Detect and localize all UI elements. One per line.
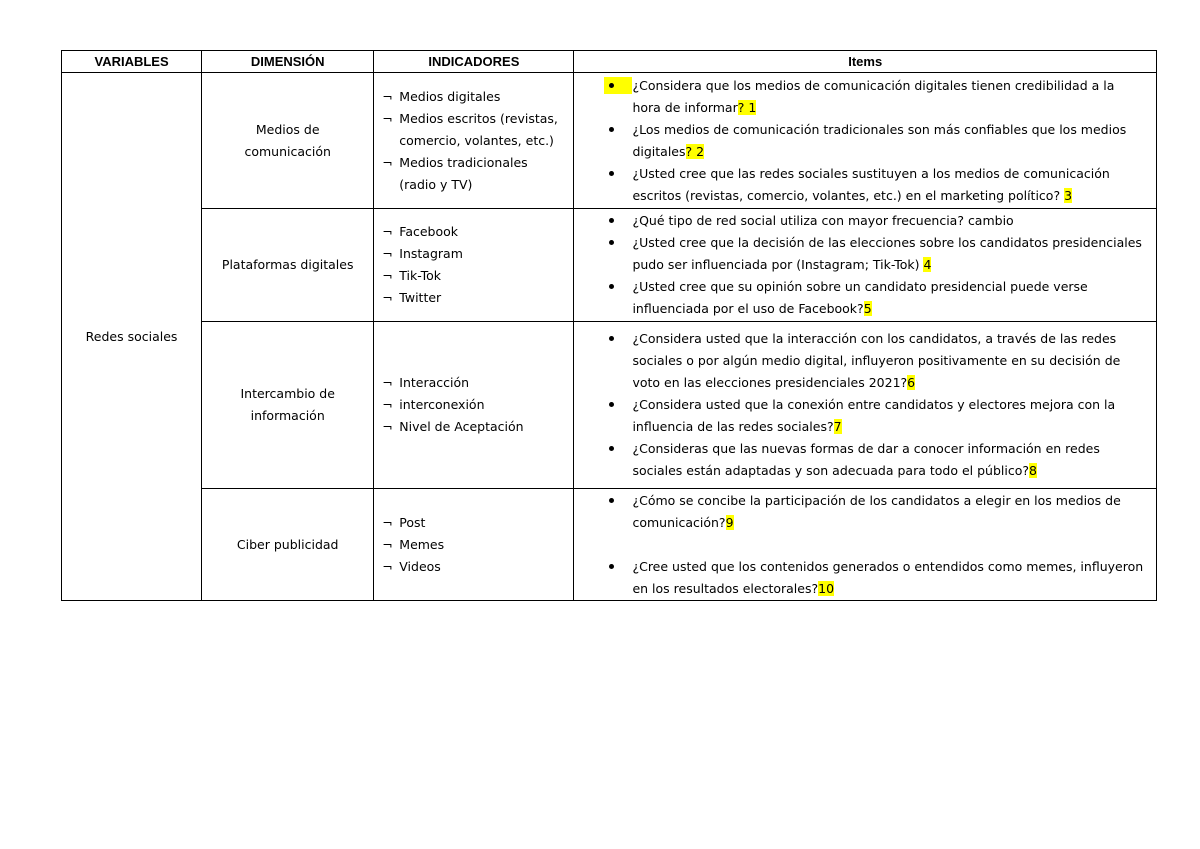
negation-bullet-icon: ¬ xyxy=(382,246,393,261)
items-cell xyxy=(574,489,1157,601)
negation-bullet-icon: ¬ xyxy=(382,224,393,239)
item-entry: ¿Cree usted que los contenidos generados o entendidos como memes, influyeron en los resultados electorales?10 xyxy=(574,556,1146,600)
indicator-item: ¬ Videos xyxy=(382,556,567,578)
item-number: 4 xyxy=(923,257,932,272)
dimension-label: Ciber publicidad xyxy=(236,536,339,552)
bullet-icon xyxy=(574,328,632,394)
indicator-item: ¬ Twitter xyxy=(382,287,567,309)
dimension-cell xyxy=(202,73,374,209)
indicator-item: ¬ Medios digitales xyxy=(382,86,567,108)
dimension-label: Medios de comunicación xyxy=(244,121,331,159)
table-row xyxy=(62,489,1157,601)
items-cell xyxy=(574,73,1157,209)
item-number: 8 xyxy=(1029,463,1037,478)
bullet-icon xyxy=(574,119,632,163)
header-dimension: DIMENSIÓN xyxy=(202,51,374,73)
negation-bullet-icon: ¬ xyxy=(382,290,393,305)
indicators-cell xyxy=(374,209,574,322)
item-entry: ¿Cómo se concibe la participación de los candidatos a elegir en los medios de comunicación?9 xyxy=(574,490,1146,534)
negation-bullet-icon: ¬ xyxy=(382,514,393,530)
bullet-icon xyxy=(574,438,632,482)
operationalization-table xyxy=(61,50,1157,601)
variable-cell: Redes sociales xyxy=(62,73,202,601)
negation-bullet-icon: ¬ xyxy=(382,110,393,126)
dimension-cell xyxy=(202,209,374,322)
negation-bullet-icon: ¬ xyxy=(382,88,393,104)
bullet-icon xyxy=(574,394,632,438)
item-number: 6 xyxy=(907,375,916,390)
negation-bullet-icon: ¬ xyxy=(382,375,393,390)
indicator-item: ¬ Nivel de Aceptación xyxy=(382,416,567,438)
indicator-item: ¬ Interacción xyxy=(382,372,567,394)
indicator-item: ¬ Facebook xyxy=(382,221,567,243)
bullet-icon xyxy=(574,232,632,276)
indicator-item: ¬ Medios escritos (revistas, comercio, volantes, etc.) xyxy=(382,108,567,152)
indicator-item: ¬ Post xyxy=(382,512,567,534)
negation-bullet-icon: ¬ xyxy=(382,154,393,170)
indicator-item: ¬ Instagram xyxy=(382,243,567,265)
item-entry: ¿Los medios de comunicación tradicionales son más confiables que los medios digitales? 2 xyxy=(574,119,1146,163)
header-variables: VARIABLES xyxy=(62,51,202,73)
negation-bullet-icon: ¬ xyxy=(382,268,393,283)
indicators-cell xyxy=(374,73,574,209)
bullet-icon xyxy=(574,276,632,320)
indicators-cell xyxy=(374,322,574,489)
item-number: 3 xyxy=(1064,187,1073,203)
indicator-item: ¬ interconexión xyxy=(382,394,567,416)
item-entry: ¿Consideras que las nuevas formas de dar a conocer información en redes sociales están adaptadas y son adecuada para todo el público?8 xyxy=(574,438,1146,482)
bullet-icon xyxy=(574,163,632,207)
item-entry: ¿Considera usted que la interacción con los candidatos, a través de las redes sociales o por algún medio digital, influyeron positivamente en su decisión de voto en las elecciones presidenciales 2021?6 xyxy=(574,328,1146,394)
item-number: ? 2 xyxy=(685,143,705,159)
table-row xyxy=(62,322,1157,489)
item-entry: ¿Usted cree que las redes sociales sustituyen a los medios de comunicación escritos (revistas, comercio, volantes, etc.) en el marketing político? 3 xyxy=(574,163,1146,207)
negation-bullet-icon: ¬ xyxy=(382,536,393,552)
indicator-item: ¬ Tik-Tok xyxy=(382,265,567,287)
bullet-icon xyxy=(574,556,632,600)
dimension-label: Intercambio de información xyxy=(240,386,335,423)
indicators-cell xyxy=(374,489,574,601)
item-number: 9 xyxy=(725,514,734,530)
indicator-item: ¬ Memes xyxy=(382,534,567,556)
item-number: 10 xyxy=(818,580,835,596)
table-row xyxy=(62,209,1157,322)
negation-bullet-icon: ¬ xyxy=(382,558,393,574)
table-row xyxy=(62,73,1157,209)
items-cell xyxy=(574,322,1157,489)
bullet-icon xyxy=(574,75,632,119)
indicator-item: ¬ Medios tradicionales (radio y TV) xyxy=(382,152,567,196)
item-entry: ¿Usted cree que la decisión de las elecciones sobre los candidatos presidenciales pudo ser influenciada por (Instagram; Tik-Tok) 4 xyxy=(574,232,1146,276)
negation-bullet-icon: ¬ xyxy=(382,397,393,412)
bullet-icon xyxy=(574,210,632,232)
header-indicators: INDICADORES xyxy=(374,51,574,73)
item-number: 5 xyxy=(863,301,872,316)
item-entry: ¿Qué tipo de red social utiliza con mayor frecuencia? cambio xyxy=(574,210,1146,232)
item-number: ? 1 xyxy=(737,99,757,115)
item-entry: ¿Considera que los medios de comunicación digitales tienen credibilidad a la hora de informar? 1 xyxy=(574,75,1146,119)
dimension-cell xyxy=(202,489,374,601)
items-cell xyxy=(574,209,1157,322)
item-number: 7 xyxy=(833,419,842,434)
bullet-icon xyxy=(574,490,632,534)
spacer xyxy=(574,534,1146,556)
header-row xyxy=(62,51,1157,73)
header-items: Items xyxy=(574,51,1157,73)
negation-bullet-icon: ¬ xyxy=(382,419,393,434)
dimension-label: Plataformas digitales xyxy=(221,257,354,272)
item-entry: ¿Considera usted que la conexión entre candidatos y electores mejora con la influencia de las redes sociales?7 xyxy=(574,394,1146,438)
dimension-cell xyxy=(202,322,374,489)
item-entry: ¿Usted cree que su opinión sobre un candidato presidencial puede verse influenciada por el uso de Facebook?5 xyxy=(574,276,1146,320)
